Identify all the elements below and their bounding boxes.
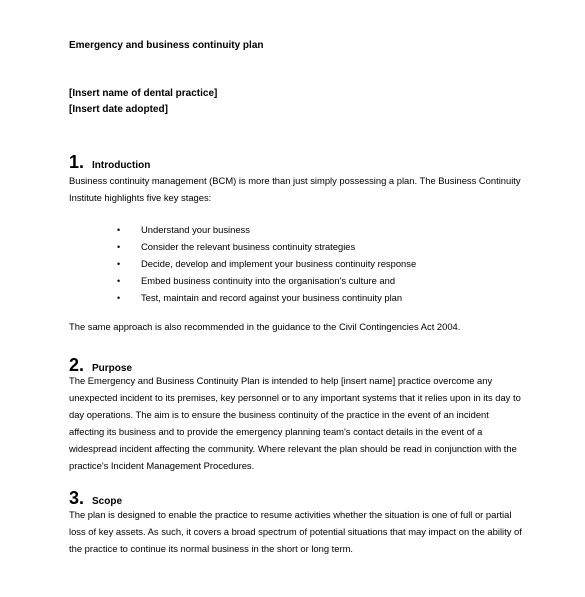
list-item-text: Test, maintain and record against your business continuity plan xyxy=(141,292,403,303)
section-number: 1. xyxy=(69,152,85,172)
practice-name-placeholder: [Insert name of dental practice] xyxy=(69,88,218,99)
paragraph-line: Institute highlights five key stages: xyxy=(69,192,212,203)
bullet-icon: • xyxy=(117,259,121,269)
paragraph-line: unexpected incident to its premises, key personnel or to any important systems that it relies upon in its day to xyxy=(69,392,521,403)
key-stages-list xyxy=(117,221,416,306)
paragraph-line: The same approach is also recommended in the guidance to the Civil Contingencies Act 2004. xyxy=(69,321,461,332)
list-item xyxy=(117,221,416,238)
paragraph-line: loss of key assets. As such, it covers a broad spectrum of potential situations that may impact on the ability of xyxy=(69,526,522,537)
introduction-closing xyxy=(69,318,460,335)
paragraph-line: affecting its business and to provide the emergency planning team's contact details in the event of a xyxy=(69,426,483,437)
section-number: 3. xyxy=(69,488,85,508)
document-title: Emergency and business continuity plan xyxy=(69,40,264,51)
paragraph-line: The plan is designed to enable the practice to resume activities whether the situation is one of full or partial xyxy=(69,509,512,520)
paragraph-line: Business continuity management (BCM) is more than just simply possessing a plan. The Business Continuity xyxy=(69,175,521,186)
paragraph-line: widespread incident affecting the community. Where relevant the plan should be read in conjunction with the xyxy=(69,443,517,454)
section-title: Purpose xyxy=(92,363,133,374)
section-number: 2. xyxy=(69,355,85,375)
list-item xyxy=(117,272,416,289)
list-item xyxy=(117,255,416,272)
paragraph-line: practice's Incident Management Procedures. xyxy=(69,460,255,471)
bullet-icon: • xyxy=(117,242,121,252)
paragraph-line: The Emergency and Business Continuity Plan is intended to help [insert name] practice overcome any xyxy=(69,375,493,386)
section-title: Introduction xyxy=(92,160,151,171)
bullet-icon: • xyxy=(117,276,121,286)
list-item xyxy=(117,289,416,306)
list-item-text: Understand your business xyxy=(141,224,250,235)
list-item-text: Decide, develop and implement your business continuity response xyxy=(141,258,417,269)
paragraph-line: day operations. The aim is to ensure the business continuity of the practice in the event of an incident xyxy=(69,409,489,420)
section-title: Scope xyxy=(92,496,123,507)
date-adopted-placeholder: [Insert date adopted] xyxy=(69,104,168,115)
purpose-paragraph xyxy=(69,372,521,474)
list-item xyxy=(117,238,416,255)
paragraph-line: the practice to continue its normal business in the short or long term. xyxy=(69,543,353,554)
bullet-icon: • xyxy=(117,225,121,235)
list-item-text: Consider the relevant business continuity strategies xyxy=(141,241,356,252)
introduction-paragraph xyxy=(69,172,521,206)
bullet-icon: • xyxy=(117,293,121,303)
section-heading-introduction xyxy=(69,152,150,173)
list-item-text: Embed business continuity into the organisation's culture and xyxy=(141,275,396,286)
scope-paragraph xyxy=(69,506,522,557)
